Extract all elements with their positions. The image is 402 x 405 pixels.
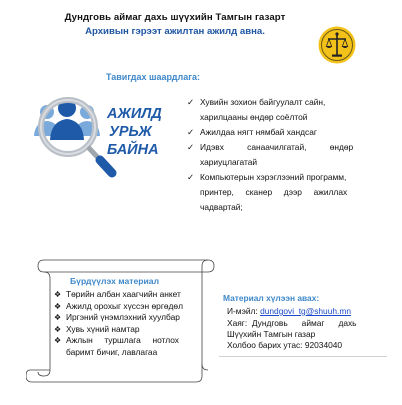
checkmark-icon: ✓ — [187, 172, 195, 182]
logo-text-line-1: АЖИЛД — [107, 106, 162, 122]
hiring-logo — [30, 92, 168, 178]
diamond-bullet-icon: ❖ — [54, 324, 62, 334]
logo-text-line-3: БАЙНА — [107, 142, 159, 158]
material-item: ❖ Ажилд орохыг хүссэн өргөдөл — [54, 300, 183, 311]
email-line — [227, 306, 351, 316]
checkmark-icon: ✓ — [187, 97, 195, 107]
requirements-title: Тавигдах шаардлага: — [106, 72, 200, 82]
requirement-item: ✓ Ажилдаа нягт нямбай хандсаг — [187, 125, 387, 140]
phone-line: Холбоо барих утас: 92034040 — [227, 340, 343, 350]
diamond-bullet-icon: ❖ — [54, 290, 62, 299]
address-line-1: Хаяг: Дундговь аймаг дахь — [227, 318, 357, 328]
checkmark-icon: ✓ — [187, 127, 195, 137]
requirement-item-cont: хариуцлагатай — [200, 157, 258, 167]
material-item-cont: баримт бичиг, лавлагаа — [66, 346, 158, 357]
requirement-item: ✓ Идэвх санаачилгатай, өндөр — [187, 140, 387, 155]
requirement-item-cont: принтер, сканер дээр ажиллах — [200, 187, 348, 197]
material-item: ❖ Хувь хүний намтар — [54, 323, 140, 334]
court-emblem-icon — [318, 26, 356, 64]
logo-text-line-2: УРЬЖ — [109, 124, 152, 140]
material-item: ❖ Төрийн албан хаагчийн анкет — [54, 289, 181, 299]
diamond-bullet-icon: ❖ — [54, 301, 62, 311]
announcement-header — [40, 12, 310, 37]
diamond-bullet-icon: ❖ — [54, 313, 62, 323]
requirements-list — [187, 95, 387, 215]
contact-block — [219, 283, 387, 357]
material-item: ❖ Иргэний үнэмлэхний хуулбар — [54, 312, 180, 323]
contact-title: Материал хүлээн авах: — [223, 293, 320, 303]
requirement-item-cont: харилцааны өндөр соёлтой — [200, 112, 308, 122]
diamond-bullet-icon: ❖ — [54, 336, 62, 346]
material-item: ❖ Ажлын туршлага нотлох — [54, 335, 179, 346]
materials-title: Бүрдүүлэх материал — [70, 276, 160, 286]
requirement-item: ✓ Хувийн зохион байгуулалт сайн, — [187, 95, 387, 110]
materials-list — [54, 289, 202, 359]
header-line-2: Архивын гэрээт ажилтан ажилд авна. — [85, 26, 265, 37]
email-link[interactable]: dundgovi_tg@shuuh.mn — [260, 306, 351, 316]
email-label: И-мэйл: — [227, 306, 258, 316]
checkmark-icon: ✓ — [187, 142, 195, 152]
requirement-item: ✓ Компьютерын хэрэглээний программ, — [187, 170, 387, 185]
header-line-1: Дундговь аймаг дахь шүүхийн Тамгын газарт — [64, 12, 286, 23]
address-line-2: Шүүхийн Тамгын газар — [227, 329, 316, 339]
requirement-item-cont: чадвартай; — [200, 202, 243, 212]
